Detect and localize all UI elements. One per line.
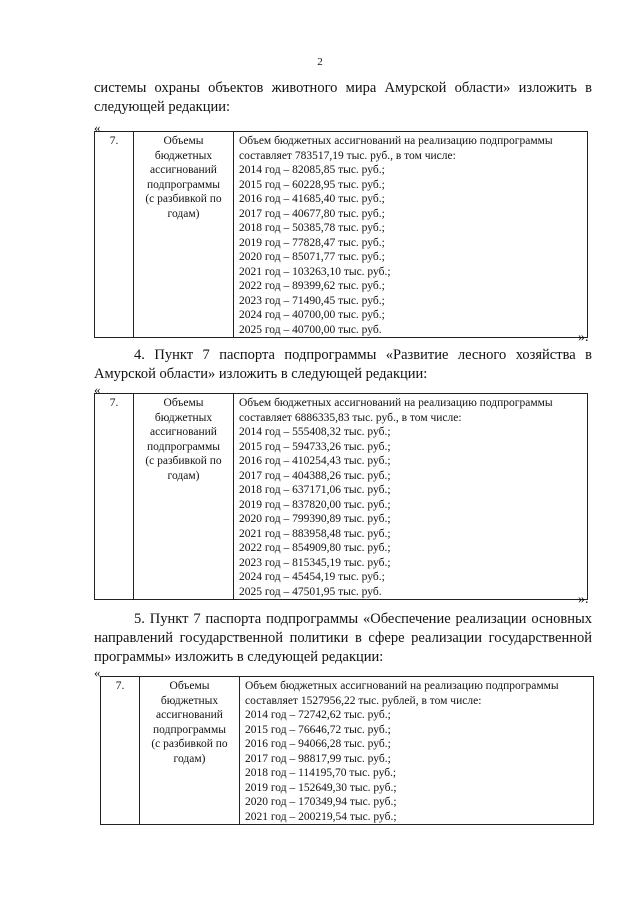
year-line: 2017 год – 404388,26 тыс. руб.; xyxy=(239,469,391,482)
year-line: 2025 год – 47501,95 тыс. руб. xyxy=(239,585,382,598)
opening-quote: « xyxy=(94,665,101,680)
closing-quote: ». xyxy=(578,592,589,607)
budget-total: составляет 1527956,22 тыс. рублей, в том числе: xyxy=(245,694,482,707)
budget-total: Объем бюджетных ассигнований на реализацию подпрограммы xyxy=(239,135,553,147)
budget-table xyxy=(94,131,588,338)
row-label: Объемы бюджетных ассигнований подпрограммы (с разбивкой по годам) xyxy=(140,677,240,825)
section-5-heading: 5. Пункт 7 паспорта подпрограммы «Обеспечение реализации основных направлений государственной политики в сфере реализации государственной программы» изложить в следующей редакции: xyxy=(94,611,592,665)
year-line: 2016 год – 410254,43 тыс. руб.; xyxy=(239,455,391,467)
year-line: 2014 год – 72742,62 тыс. руб.; xyxy=(245,709,391,721)
intro-line: следующей редакции: xyxy=(94,99,231,115)
year-line: 2021 год – 200219,54 тыс. руб.; xyxy=(245,810,397,823)
row-number: 7. xyxy=(95,394,134,600)
page-number: 2 xyxy=(317,56,323,68)
year-line: 2025 год – 40700,00 тыс. руб. xyxy=(239,323,382,336)
intro-line: системы охраны объектов животного мира Амурской области» изложить в xyxy=(94,80,592,96)
row-label: Объемы бюджетных ассигнований подпрограммы (с разбивкой по годам) xyxy=(134,394,234,600)
budget-table xyxy=(94,393,588,600)
year-line: 2016 год – 94066,28 тыс. руб.; xyxy=(245,738,391,750)
row-number: 7. xyxy=(101,677,140,825)
year-line: 2015 год – 60228,95 тыс. руб.; xyxy=(239,178,385,191)
opening-quote: « xyxy=(94,120,101,135)
year-line: 2022 год – 89399,62 тыс. руб.; xyxy=(239,280,385,292)
year-line: 2024 год – 40700,00 тыс. руб.; xyxy=(239,309,385,321)
year-line: 2019 год – 77828,47 тыс. руб.; xyxy=(239,236,385,249)
year-line: 2016 год – 41685,40 тыс. руб.; xyxy=(239,193,385,205)
year-line: 2014 год – 82085,85 тыс. руб.; xyxy=(239,164,385,176)
closing-quote: ». xyxy=(578,330,589,345)
budget-values xyxy=(240,677,594,825)
year-line: 2017 год – 98817,99 тыс. руб.; xyxy=(245,752,391,765)
budget-total: составляет 6886335,83 тыс. руб., в том числе: xyxy=(239,411,462,424)
year-line: 2018 год – 114195,70 тыс. руб.; xyxy=(245,767,397,779)
year-line: 2023 год – 815345,19 тыс. руб.; xyxy=(239,556,391,569)
year-line: 2014 год – 555408,32 тыс. руб.; xyxy=(239,426,391,438)
budget-table xyxy=(100,676,594,825)
year-line: 2022 год – 854909,80 тыс. руб.; xyxy=(239,542,391,554)
row-number: 7. xyxy=(95,132,134,338)
year-line: 2015 год – 594733,26 тыс. руб.; xyxy=(239,440,391,453)
intro-paragraph xyxy=(94,79,592,117)
opening-quote: « xyxy=(94,382,101,397)
year-line: 2024 год – 45454,19 тыс. руб.; xyxy=(239,571,385,583)
year-line: 2023 год – 71490,45 тыс. руб.; xyxy=(239,294,385,307)
section-4-heading: 4. Пункт 7 паспорта подпрограммы «Развитие лесного хозяйства в Амурской области» изложить в следующей редакции: xyxy=(94,347,592,382)
year-line: 2020 год – 799390,89 тыс. руб.; xyxy=(239,513,391,525)
budget-values xyxy=(234,132,588,338)
budget-total: Объем бюджетных ассигнований на реализацию подпрограммы xyxy=(245,680,559,692)
year-line: 2020 год – 85071,77 тыс. руб.; xyxy=(239,251,385,263)
year-line: 2020 год – 170349,94 тыс. руб.; xyxy=(245,796,397,808)
year-line: 2019 год – 837820,00 тыс. руб.; xyxy=(239,498,391,511)
year-line: 2021 год – 883958,48 тыс. руб.; xyxy=(239,527,391,540)
year-line: 2015 год – 76646,72 тыс. руб.; xyxy=(245,723,391,736)
budget-total: составляет 783517,19 тыс. руб., в том числе: xyxy=(239,149,456,162)
budget-total: Объем бюджетных ассигнований на реализацию подпрограммы xyxy=(239,397,553,409)
row-label: Объемы бюджетных ассигнований подпрограммы (с разбивкой по годам) xyxy=(134,132,234,338)
budget-values xyxy=(234,394,588,600)
year-line: 2017 год – 40677,80 тыс. руб.; xyxy=(239,207,385,220)
year-line: 2018 год – 637171,06 тыс. руб.; xyxy=(239,484,391,496)
year-line: 2018 год – 50385,78 тыс. руб.; xyxy=(239,222,385,234)
year-line: 2019 год – 152649,30 тыс. руб.; xyxy=(245,781,397,794)
year-line: 2021 год – 103263,10 тыс. руб.; xyxy=(239,265,391,278)
